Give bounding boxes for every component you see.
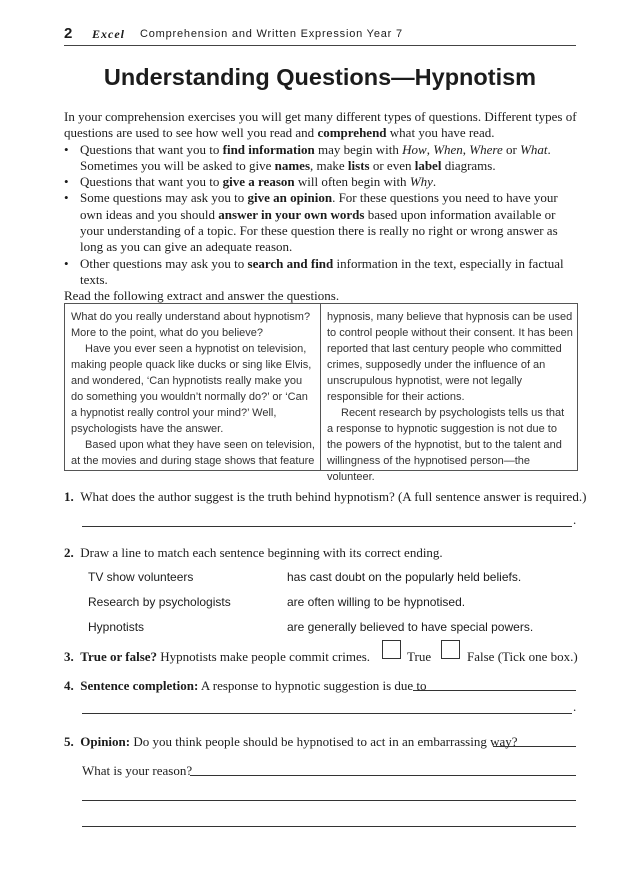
extract-column-right [327,309,573,485]
answer-line[interactable] [82,800,576,801]
sentence-beginning[interactable]: TV show volunteers [88,570,194,584]
question-number: 4. [64,678,74,693]
running-header [64,27,576,46]
question-label: True or false? [80,649,158,664]
extract-paragraph: Have you ever seen a hypnotist on television, making people quack like ducks or sing like Elvis, and wondered, ‘Can hypnotists really make you do something you wouldn’t normally do?’ or ‘Can a hypnotist really control your mind?’ Well, psychologists have the answer. [71,343,312,435]
false-label: False (Tick one box.) [467,649,578,664]
sentence-ending[interactable]: are generally believed to have special powers. [287,620,534,634]
question-4 [64,678,427,694]
answer-line[interactable] [413,690,576,691]
question-number: 2. [64,545,74,560]
question-label: Sentence completion: [80,678,199,693]
answer-line[interactable] [82,713,572,714]
question-number: 3. [64,649,74,664]
question-text: A response to hypnotic suggestion is due to [198,678,427,693]
extract-paragraph: hypnosis, many believe that hypnosis can be used to control people without their consent. It has been reported that last century people who committed crimes, supposedly under the influence of an unscrupulous hypnotist, were not legally responsible for their actions. [327,311,573,403]
list-item: • Other questions may ask you to search and find information in the text, especially in factual texts. [64,255,564,287]
answer-line[interactable] [82,526,572,527]
answer-line[interactable] [82,826,576,827]
sentence-beginning[interactable]: Hypnotists [88,620,145,634]
question-text: What does the author suggest is the truth behind hypnotism? (A full sentence answer is required.) [80,489,587,504]
brand-name: Excel [92,27,125,41]
answer-line[interactable] [190,775,576,776]
true-checkbox[interactable] [382,640,401,659]
list-item: • Questions that want you to find information may begin with How, When, Where or What. Sometimes you will be asked to give names, make lists or even label diagrams. [64,141,551,173]
intro-paragraph [64,109,580,142]
page-number: 2 [64,25,73,42]
question-label: Opinion: [80,734,131,749]
question-text: Hypnotists make people commit crimes. [157,649,371,664]
page-title: Understanding Questions—Hypnotism [103,64,537,90]
false-checkbox[interactable] [441,640,460,659]
question-text: Do you think people should be hypnotised to act in an embarrassing way? [130,734,518,749]
question-number: 1. [64,489,74,504]
period: . [573,512,577,527]
extract-box [64,303,578,483]
question-number: 5. [64,734,74,749]
bullet: • [64,174,69,190]
sentence-ending[interactable]: has cast doubt on the popularly held beliefs. [287,570,522,584]
intro-emphasis: comprehend [317,125,387,141]
extract-paragraph: Recent research by psychologists tells us that a response to hypnotic suggestion is not due to the powers of the hypnotist, but to the talent and willingness of the hypnotised person—the volunteer. [327,407,565,483]
intro-section [64,109,580,305]
extract-paragraph: What do you really understand about hypnotism? More to the point, what do you believe? [71,311,311,339]
question-5 [64,734,518,750]
sentence-beginning[interactable]: Research by psychologists [88,595,231,609]
reason-prompt: What is your reason? [82,763,193,778]
instruction-paragraph: Read the following extract and answer the questions. [64,288,340,304]
question-3 [64,649,370,665]
question-types-list [64,142,580,289]
column-divider [320,304,321,470]
extract-column-left [71,309,315,469]
list-item: • Questions that want you to give a reason will often begin with Why. [64,174,437,190]
question-text: Draw a line to match each sentence beginning with its correct ending. [80,545,443,560]
extract-paragraph: Based upon what they have seen on television, at the movies and during stage shows that feature [71,439,315,467]
question-2 [64,545,443,561]
list-item: • Some questions may ask you to give an opinion. For these questions you need to have your own ideas and you should answer in your own words based upon information available or your understanding of a topic. For these question there is really no right or wrong answer as long as you can give an adequate reason. [64,190,558,255]
true-label: True [407,649,432,664]
intro-text: In your comprehension exercises you will get many different types of questions. Different types of questions are used to see how well you read and [64,109,577,141]
question-1 [64,489,586,505]
period: . [573,699,577,714]
intro-text: what you have read. [386,125,495,141]
book-title: Comprehension and Written Expression Year 7 [140,28,403,40]
bullet: • [64,190,69,206]
bullet: • [64,255,69,271]
bullet: • [64,141,69,157]
answer-line[interactable] [493,746,576,747]
sentence-ending[interactable]: are often willing to be hypnotised. [287,595,466,609]
